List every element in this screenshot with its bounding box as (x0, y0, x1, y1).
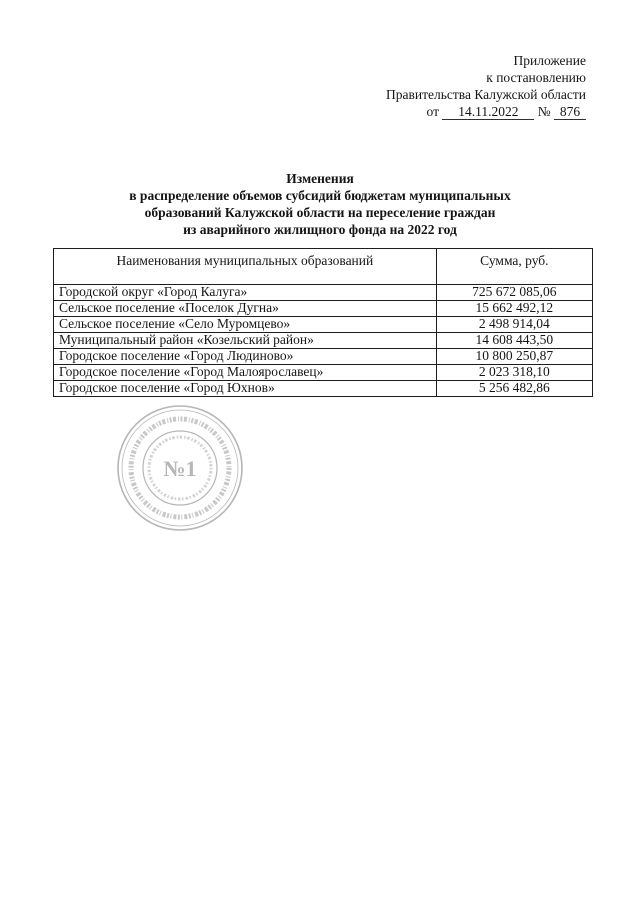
subsidy-sum: 2 023 318,10 (436, 365, 592, 381)
official-seal-stamp (115, 403, 245, 533)
title-line-4: из аварийного жилищного фонда на 2022 год (183, 222, 457, 237)
table-row (54, 381, 593, 397)
table-row (54, 365, 593, 381)
municipality-name: Городское поселение «Город Людиново» (54, 349, 437, 365)
column-header-name: Наименования муниципальных образований (54, 249, 437, 285)
municipality-name: Городское поселение «Город Малоярославец» (54, 365, 437, 381)
table-row (54, 349, 593, 365)
appendix-header (326, 52, 586, 120)
appendix-subtitle: к постановлению (486, 70, 586, 85)
title-line-3: образований Калужской области на переселение граждан (144, 205, 496, 220)
table-header-row (54, 249, 593, 285)
appendix-authority: Правительства Калужской области (385, 87, 586, 102)
document-number: 876 (554, 104, 586, 120)
municipality-name: Городской округ «Город Калуга» (54, 285, 437, 301)
seal-center-number: №1 (163, 456, 197, 481)
document-title (0, 170, 640, 238)
appendix-date-line (326, 103, 586, 120)
document-date: 14.11.2022 (442, 104, 534, 120)
subsidy-sum: 15 662 492,12 (436, 301, 592, 317)
municipality-name: Сельское поселение «Село Муромцево» (54, 317, 437, 333)
subsidy-sum: 10 800 250,87 (436, 349, 592, 365)
title-line-2: в распределение объемов субсидий бюджетам муниципальных (129, 188, 511, 203)
table-row (54, 301, 593, 317)
number-label: № (537, 104, 551, 119)
municipality-name: Городское поселение «Город Юхнов» (54, 381, 437, 397)
table-row (54, 333, 593, 349)
municipality-name: Сельское поселение «Поселок Дугна» (54, 301, 437, 317)
date-prefix: от (426, 104, 439, 119)
appendix-title: Приложение (513, 53, 586, 68)
title-line-1: Изменения (286, 171, 354, 186)
subsidies-table (53, 248, 593, 397)
table-row (54, 317, 593, 333)
column-header-sum: Сумма, руб. (436, 249, 592, 285)
subsidy-sum: 725 672 085,06 (436, 285, 592, 301)
subsidy-sum: 5 256 482,86 (436, 381, 592, 397)
subsidy-sum: 14 608 443,50 (436, 333, 592, 349)
subsidy-sum: 2 498 914,04 (436, 317, 592, 333)
table-row (54, 285, 593, 301)
municipality-name: Муниципальный район «Козельский район» (54, 333, 437, 349)
